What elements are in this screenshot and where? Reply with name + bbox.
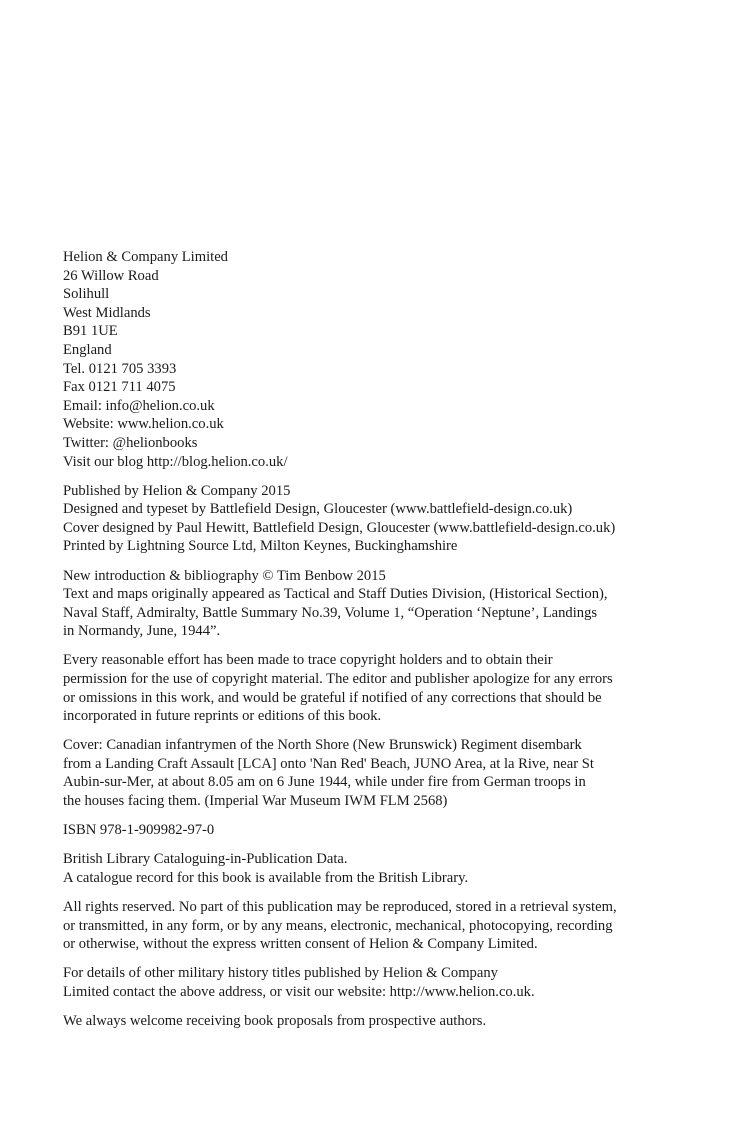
- paragraph-line: For details of other military history titles published by Helion & Company: [63, 965, 498, 982]
- paragraph-line: Every reasonable effort has been made to trace copyright holders and to obtain their: [63, 652, 553, 669]
- isbn-block: [63, 821, 671, 840]
- phone-line: Tel. 0121 705 3393: [63, 360, 177, 377]
- twitter-line: Twitter: @helionbooks: [63, 434, 198, 451]
- paragraph-line: Cover: Canadian infantrymen of the North Shore (New Brunswick) Regiment disembark: [63, 737, 582, 754]
- copyright-line: Text and maps originally appeared as Tactical and Staff Duties Division, (Historical Section),: [63, 586, 608, 603]
- cover-caption-paragraph: [63, 736, 671, 810]
- isbn-line: ISBN 978-1-909982-97-0: [63, 822, 215, 839]
- paragraph-line: or omissions in this work, and would be grateful if notified of any corrections that should be: [63, 689, 602, 706]
- address-line: 26 Willow Road: [63, 267, 159, 284]
- blog-line: Visit our blog http://blog.helion.co.uk/: [63, 453, 288, 470]
- address-line: Solihull: [63, 286, 110, 303]
- printer-line: Printed by Lightning Source Ltd, Milton Keynes, Buckinghamshire: [63, 538, 458, 555]
- cip-block: [63, 850, 671, 887]
- details-paragraph: [63, 964, 671, 1001]
- proposals-paragraph: [63, 1012, 671, 1031]
- copyright-line: Naval Staff, Admiralty, Battle Summary No.39, Volume 1, “Operation ‘Neptune’, Landings: [63, 604, 598, 621]
- email-line: Email: info@helion.co.uk: [63, 397, 215, 414]
- website-line: Website: www.helion.co.uk: [63, 416, 224, 433]
- fax-line: Fax 0121 711 4075: [63, 379, 176, 396]
- copyright-line: in Normandy, June, 1944”.: [63, 623, 221, 640]
- cip-line: A catalogue record for this book is available from the British Library.: [63, 869, 469, 886]
- address-line: England: [63, 341, 112, 358]
- published-by-line: Published by Helion & Company 2015: [63, 482, 291, 499]
- paragraph-line: or transmitted, in any form, or by any means, electronic, mechanical, photocopying, recording: [63, 917, 613, 934]
- paragraph-line: All rights reserved. No part of this publication may be reproduced, stored in a retrieval system,: [63, 898, 617, 915]
- rights-paragraph: [63, 898, 671, 954]
- paragraph-line: permission for the use of copyright material. The editor and publisher apologize for any errors: [63, 670, 613, 687]
- cip-line: British Library Cataloguing-in-Publication Data.: [63, 851, 348, 868]
- address-line: B91 1UE: [63, 323, 118, 340]
- paragraph-line: the houses facing them. (Imperial War Museum IWM FLM 2568): [63, 793, 448, 810]
- paragraph-line: incorporated in future reprints or editions of this book.: [63, 708, 382, 725]
- address-line: West Midlands: [63, 304, 151, 321]
- publisher-address: [63, 248, 671, 471]
- address-line: Helion & Company Limited: [63, 249, 228, 265]
- paragraph-line: or otherwise, without the express written consent of Helion & Company Limited.: [63, 936, 538, 953]
- reasonable-effort-paragraph: [63, 651, 671, 725]
- copyright-notice: [63, 567, 671, 641]
- paragraph-line: Aubin-sur-Mer, at about 8.05 am on 6 June 1944, while under fire from German troops in: [63, 774, 586, 791]
- publishing-credits: [63, 482, 671, 556]
- copyright-page: [63, 248, 671, 1041]
- cover-design-line: Cover designed by Paul Hewitt, Battlefield Design, Gloucester (www.battlefield-design.co.uk): [63, 519, 616, 536]
- typeset-line: Designed and typeset by Battlefield Design, Gloucester (www.battlefield-design.co.uk): [63, 501, 573, 518]
- proposals-line: We always welcome receiving book proposals from prospective authors.: [63, 1012, 487, 1029]
- copyright-line: New introduction & bibliography © Tim Benbow 2015: [63, 567, 386, 584]
- paragraph-line: from a Landing Craft Assault [LCA] onto 'Nan Red' Beach, JUNO Area, at la Rive, near St: [63, 755, 594, 772]
- paragraph-line: Limited contact the above address, or visit our website: http://www.helion.co.uk.: [63, 983, 535, 1000]
